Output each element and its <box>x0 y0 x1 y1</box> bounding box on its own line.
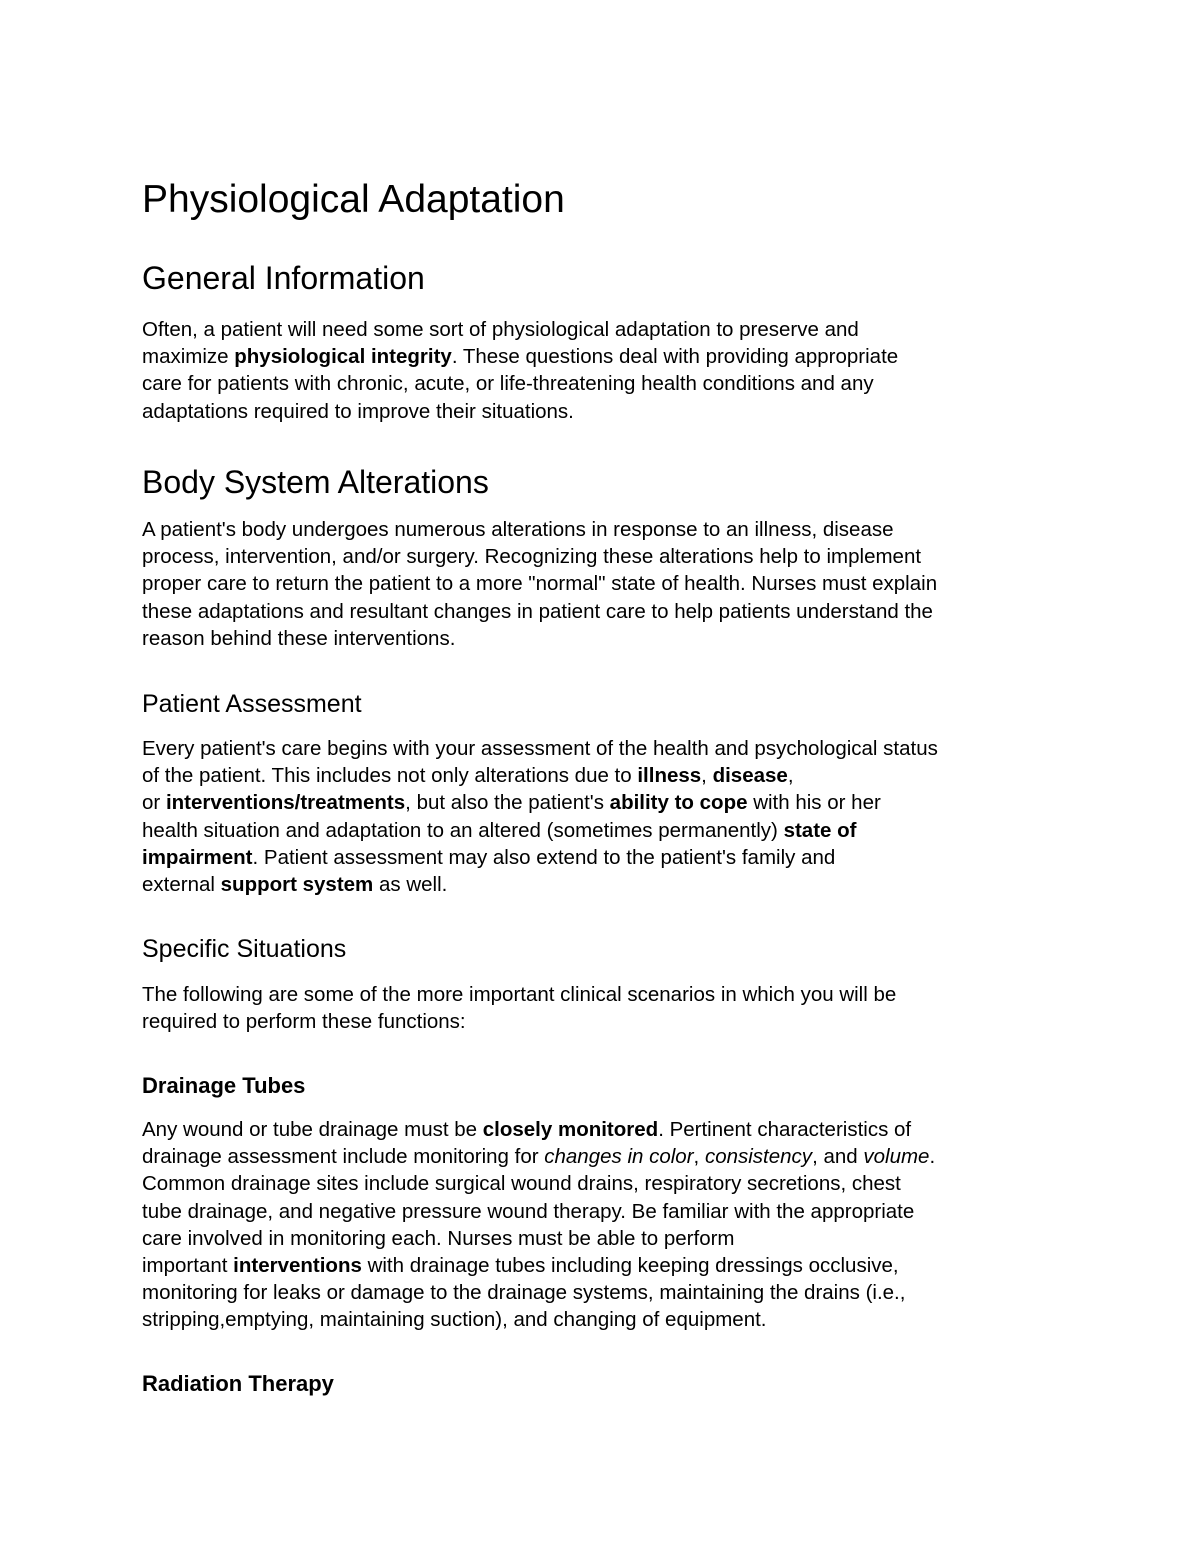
paragraph-general-information <box>142 316 1062 425</box>
text-line: Any wound or tube drainage must be closely monitored. Pertinent characteristics of <box>142 1118 912 1141</box>
text-line: stripping,emptying, maintaining suction), and changing of equipment. <box>142 1308 767 1332</box>
bold-term: ability to cope <box>609 791 748 815</box>
text-line: impairment. Patient assessment may also extend to the patient's family and <box>142 845 836 869</box>
italic-term: volume <box>863 1145 930 1169</box>
heading-drainage-tubes: Drainage Tubes <box>142 1073 306 1098</box>
text-line: proper care to return the patient to a more "normal" state of health. Nurses must explain <box>142 572 938 596</box>
paragraph-specific-situations <box>142 981 1062 1035</box>
text-line: adaptations required to improve their situations. <box>142 399 574 423</box>
paragraph-patient-assessment <box>142 735 1062 898</box>
text-line: these adaptations and resultant changes in patient care to help patients understand the <box>142 599 933 623</box>
heading-body-system-alterations: Body System Alterations <box>142 464 489 500</box>
text-line: The following are some of the more important clinical scenarios in which you will be <box>142 983 897 1006</box>
text-line: drainage assessment include monitoring for changes in color, consistency, and volume. <box>142 1145 936 1169</box>
paragraph-body-system-alterations <box>142 516 1062 652</box>
text-line: external support system as well. <box>142 873 448 897</box>
bold-term: closely monitored <box>482 1118 659 1141</box>
text-line: tube drainage, and negative pressure wound therapy. Be familiar with the appropriate <box>142 1199 915 1223</box>
text-line: reason behind these interventions. <box>142 626 456 650</box>
text-line: health situation and adaptation to an altered (sometimes permanently) state of <box>142 818 857 842</box>
text-line: monitoring for leaks or damage to the drainage systems, maintaining the drains (i.e., <box>142 1281 906 1305</box>
bold-term: illness <box>637 764 702 788</box>
italic-term: changes in color <box>544 1145 694 1169</box>
bold-term: disease <box>712 764 788 788</box>
text-line: of the patient. This includes not only alterations due to illness, disease, <box>142 764 794 788</box>
bold-term: impairment <box>142 845 253 869</box>
text-line: required to perform these functions: <box>142 1010 466 1034</box>
text-line: care for patients with chronic, acute, or life-threatening health conditions and any <box>142 372 874 396</box>
text-line: care involved in monitoring each. Nurses must be able to perform <box>142 1226 735 1250</box>
heading-general-information: General Information <box>142 260 425 296</box>
bold-term: interventions <box>233 1254 362 1278</box>
heading-specific-situations: Specific Situations <box>142 935 347 963</box>
bold-term: interventions/treatments <box>165 791 406 815</box>
text-line: Often, a patient will need some sort of physiological adaptation to preserve and <box>142 318 859 341</box>
bold-term: physiological integrity <box>234 345 452 369</box>
text-line: Common drainage sites include surgical wound drains, respiratory secretions, chest <box>142 1172 901 1196</box>
text-line: or interventions/treatments, but also the patient's ability to cope with his or her <box>142 791 881 815</box>
text-line: Every patient's care begins with your assessment of the health and psychological status <box>142 737 938 760</box>
italic-term: consistency <box>704 1145 813 1169</box>
text-line: maximize physiological integrity. These questions deal with providing appropriate <box>142 345 899 369</box>
page-title: Physiological Adaptation <box>142 178 565 221</box>
text-line: A patient's body undergoes numerous alterations in response to an illness, disease <box>142 518 894 541</box>
text-line: important interventions with drainage tubes including keeping dressings occlusive, <box>142 1254 899 1278</box>
heading-patient-assessment: Patient Assessment <box>142 690 362 718</box>
heading-radiation-therapy: Radiation Therapy <box>142 1371 334 1396</box>
bold-term: state of <box>783 818 857 842</box>
bold-term: support system <box>220 873 374 897</box>
paragraph-drainage-tubes <box>142 1116 1062 1334</box>
text-line: process, intervention, and/or surgery. Recognizing these alterations help to implement <box>142 545 922 569</box>
